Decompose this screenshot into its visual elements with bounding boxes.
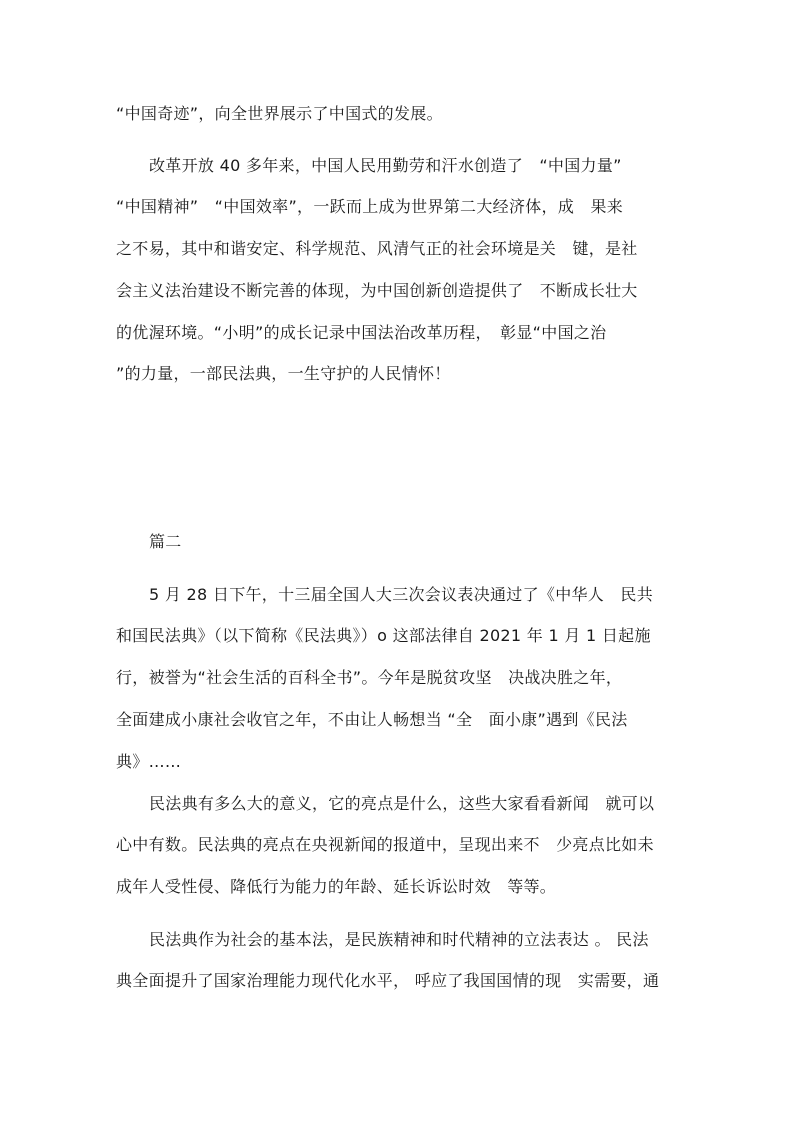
text-line: 典》…… (116, 752, 182, 771)
text-line: 心中有数。民法典的亮点在央视新闻的报道中，呈现出来不 少亮点比如未 (116, 835, 654, 854)
text-line: 民法典有多么大的意义，它的亮点是什么，这些大家看看新闻 就可以 (149, 794, 655, 813)
text-line: ”的力量，一部民法典，一生守护的人民情怀！ (116, 364, 451, 383)
text-line: 行，被誉为“社会生活的百科全书”。今年是脱贫攻坚 决战决胜之年， (116, 668, 623, 687)
text-line: 会主义法治建设不断完善的体现，为中国创新创造提供了 不断成长壮大 (116, 281, 638, 300)
text-line: 和国民法典》（以下简称《民法典》）o 这部法律自 2021 年 1 月 1 日起施 (116, 626, 651, 645)
text-line: “中国奇迹”，向全世界展示了中国式的发展。 (116, 104, 443, 123)
text-line: 5 月 28 日下午，十三届全国人大三次会议表决通过了《中华人 民共 (149, 585, 653, 604)
text-line: 成年人受性侵、降低行为能力的年龄、延长诉讼时效 等等。 (116, 877, 557, 896)
text-line: 改革开放 40 多年来，中国人民用勤劳和汗水创造了 “中国力量” (149, 156, 622, 175)
text-line: 典全面提升了国家治理能力现代化水平， 呼应了我国国情的现 实需要，通 (116, 971, 660, 990)
text-line: 全面建成小康社会收官之年，不由让人畅想当 “全 面小康”遇到《民法 (116, 710, 628, 729)
section-heading: 篇二 (149, 532, 182, 551)
text-line: 民法典作为社会的基本法，是民族精神和时代精神的立法表达 。 民法 (149, 930, 649, 949)
text-line: 之不易，其中和谐安定、科学规范、风清气正的社会环境是关 键，是社 (116, 239, 638, 258)
text-line: “中国精神” “中国效率”，一跃而上成为世界第二大经济体，成 果来 (116, 197, 624, 216)
text-line: 的优渥环境。“小明”的成长记录中国法治改革历程， 彰显“中国之治 (116, 323, 607, 342)
